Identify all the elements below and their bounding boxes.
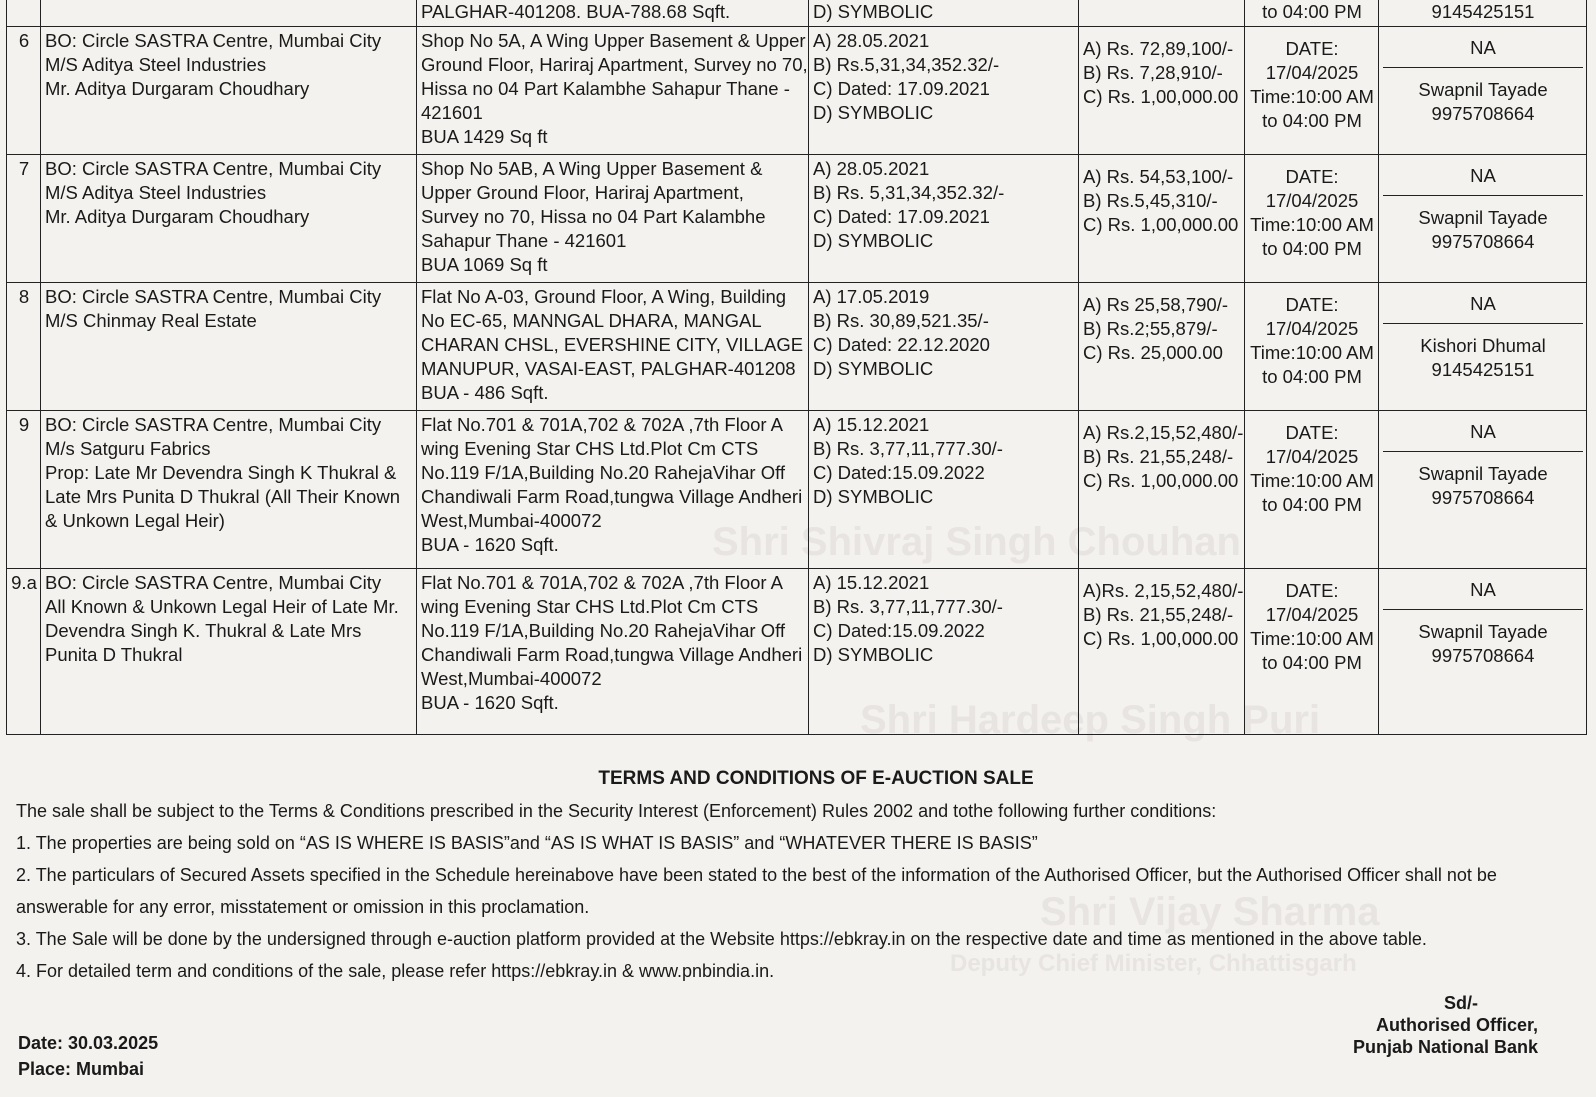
auction-line: DATE: (1285, 38, 1339, 59)
dues-line: A) 28.05.2021 (813, 30, 930, 51)
borrower-line: M/S Aditya Steel Industries (45, 54, 267, 75)
auction-line: 17/04/2025 (1265, 446, 1359, 467)
dues-line: D) SYMBOLIC (813, 230, 934, 251)
price-line: A) Rs. 72,89,100/- (1083, 38, 1234, 59)
property-line: Chandiwali Farm Road,tungwa Village Andheri (421, 644, 803, 665)
contact-line: 9145425151 (1431, 359, 1535, 380)
serial-number: 8 (18, 286, 30, 307)
table-row (7, 411, 1587, 569)
price-line: C) Rs. 1,00,000.00 (1083, 86, 1239, 107)
price-line: B) Rs. 21,55,248/- (1083, 446, 1234, 467)
borrower-line: M/S Aditya Steel Industries (45, 182, 267, 203)
price-line: C) Rs. 25,000.00 (1083, 342, 1223, 363)
borrower-line: Punita D Thukral (45, 644, 183, 665)
auction-line: 17/04/2025 (1265, 190, 1359, 211)
property-line: BUA 1069 Sq ft (421, 254, 548, 275)
dues-line: A) 15.12.2021 (813, 414, 930, 435)
auction-line: DATE: (1285, 294, 1339, 315)
notice-place: Place: Mumbai (18, 1059, 145, 1079)
property-line: No.119 F/1A,Building No.20 RahejaVihar Off (421, 620, 786, 641)
borrower-line: Devendra Singh K. Thukral & Late Mrs (45, 620, 362, 641)
property-line: 421601 (421, 102, 483, 123)
price-line: B) Rs.5,45,310/- (1083, 190, 1218, 211)
auction-line: Time:10:00 AM (1250, 86, 1374, 107)
property-line: wing Evening Star CHS Ltd.Plot Cm CTS (421, 596, 759, 617)
serial-number: 9 (18, 414, 30, 435)
property-line: No.119 F/1A,Building No.20 RahejaVihar Off (421, 462, 786, 483)
borrower-line: Late Mrs Punita D Thukral (All Their Known (45, 486, 401, 507)
encumbrance-value: NA (1383, 285, 1583, 324)
borrower-line: M/S Chinmay Real Estate (45, 310, 257, 331)
price-line: A) Rs.2,15,52,480/- (1083, 422, 1244, 443)
contact-person (1383, 452, 1583, 510)
contact-line: 9975708664 (1431, 103, 1535, 124)
dues-line: A) 15.12.2021 (813, 572, 930, 593)
property-line: No EC-65, MANNGAL DHARA, MANGAL (421, 310, 762, 331)
property-line: BUA - 486 Sqft. (421, 382, 549, 403)
borrower-line: Mr. Aditya Durgaram Choudhary (45, 206, 310, 227)
signature-bank: Punjab National Bank (1352, 1037, 1538, 1057)
dues-line: C) Dated: 17.09.2021 (813, 78, 990, 99)
auction-line: 17/04/2025 (1265, 62, 1359, 83)
property-line: Ground Floor, Hariraj Apartment, Survey no 70, (421, 54, 808, 75)
auction-line: to 04:00 PM (1262, 366, 1362, 387)
auction-line: Time:10:00 AM (1250, 628, 1374, 649)
borrower-line: BO: Circle SASTRA Centre, Mumbai City (45, 30, 382, 51)
borrower-line: All Known & Unkown Legal Heir of Late Mr. (45, 596, 399, 617)
terms-item: 3. The Sale will be done by the undersigned through e-auction platform provided at the Website https://ebkray.in on the respective date and time as mentioned in the above table. (16, 929, 1427, 949)
signature-sd: Sd/- (1444, 993, 1478, 1013)
dues-line: C) Dated:15.09.2022 (813, 462, 985, 483)
auction-line: Time:10:00 AM (1250, 214, 1374, 235)
table-row (7, 155, 1587, 283)
encumbrance-value: NA (1383, 29, 1583, 68)
dues-line: A) 17.05.2019 (813, 286, 930, 307)
dues-line: D) SYMBOLIC (813, 486, 934, 507)
bleed-through-text: Shri Shivraj Singh Chouhan (712, 520, 1241, 564)
borrower-line: & Unkown Legal Heir) (45, 510, 225, 531)
table-row (7, 569, 1587, 735)
bleed-through-text: Deputy Chief Minister, Chhattisgarh (950, 950, 1357, 977)
property-line: Upper Ground Floor, Hariraj Apartment, (421, 182, 744, 203)
terms-item: 4. For detailed term and conditions of the sale, please refer https://ebkray.in & www.pnbindia.in. (16, 961, 775, 981)
price-line: A)Rs. 2,15,52,480/- (1083, 580, 1244, 601)
contact-line: Swapnil Tayade (1418, 463, 1548, 484)
dues-line: A) 28.05.2021 (813, 158, 930, 179)
property-line: West,Mumbai-400072 (421, 510, 602, 531)
table-row (7, 283, 1587, 411)
dues-line: B) Rs. 3,77,11,777.30/- (813, 438, 1003, 459)
dues-line: C) Dated: 22.12.2020 (813, 334, 990, 355)
auction-time: to 04:00 PM (1262, 1, 1362, 22)
borrower-line: Mr. Aditya Durgaram Choudhary (45, 78, 310, 99)
auction-line: 17/04/2025 (1265, 604, 1359, 625)
property-line: Shop No 5A, A Wing Upper Basement & Upper (421, 30, 806, 51)
property-line: BUA - 1620 Sqft. (421, 534, 559, 555)
contact-line: Swapnil Tayade (1418, 79, 1548, 100)
dues-line: D) SYMBOLIC (813, 358, 934, 379)
borrower-line: BO: Circle SASTRA Centre, Mumbai City (45, 572, 382, 593)
bleed-through-text: Shri Hardeep Singh Puri (860, 698, 1321, 742)
property-line: Sahapur Thane - 421601 (421, 230, 627, 251)
contact-person (1383, 324, 1583, 382)
encumbrance-value: NA (1383, 413, 1583, 452)
contact-line: 9975708664 (1431, 645, 1535, 666)
price-line: B) Rs. 21,55,248/- (1083, 604, 1234, 625)
borrower-line: Prop: Late Mr Devendra Singh K Thukral & (45, 462, 397, 483)
dues-line: D) SYMBOLIC (813, 644, 934, 665)
contact-line: 9975708664 (1431, 487, 1535, 508)
encumbrance-value: NA (1383, 571, 1583, 610)
property-line: Flat No.701 & 701A,702 & 702A ,7th Floor A (421, 572, 784, 593)
terms-intro: The sale shall be subject to the Terms & Conditions prescribed in the Security Interest (Enforcement) Rules 2002 and tothe following further conditions: (16, 801, 1217, 821)
auction-line: to 04:00 PM (1262, 652, 1362, 673)
serial-number: 7 (18, 158, 30, 179)
auction-line: DATE: (1285, 166, 1339, 187)
price-line: C) Rs. 1,00,000.00 (1083, 214, 1239, 235)
table-row-fragment (7, 0, 1587, 27)
auction-line: Time:10:00 AM (1250, 342, 1374, 363)
auction-line: to 04:00 PM (1262, 238, 1362, 259)
property-line: Hissa no 04 Part Kalambhe Sahapur Thane - (421, 78, 790, 99)
property-line: West,Mumbai-400072 (421, 668, 602, 689)
contact-person (1383, 196, 1583, 254)
contact-line: Swapnil Tayade (1418, 621, 1548, 642)
dues-line: B) Rs. 30,89,521.35/- (813, 310, 989, 331)
property-line: Flat No A-03, Ground Floor, A Wing, Building (421, 286, 787, 307)
price-line: C) Rs. 1,00,000.00 (1083, 470, 1239, 491)
serial-number: 6 (18, 30, 30, 51)
encumbrance-value: NA (1383, 157, 1583, 196)
dues-line: B) Rs. 3,77,11,777.30/- (813, 596, 1003, 617)
auction-line: to 04:00 PM (1262, 494, 1362, 515)
property-line: Survey no 70, Hissa no 04 Part Kalambhe (421, 206, 766, 227)
property-line: wing Evening Star CHS Ltd.Plot Cm CTS (421, 438, 759, 459)
contact-person (1383, 68, 1583, 126)
contact-line: 9975708664 (1431, 231, 1535, 252)
signature-block (1353, 992, 1538, 1058)
property-line: Chandiwali Farm Road,tungwa Village Andheri (421, 486, 803, 507)
serial-number: 9.a (11, 572, 37, 593)
contact-line: Swapnil Tayade (1418, 207, 1548, 228)
contact-phone: 9145425151 (1431, 1, 1535, 22)
dues-line: D) SYMBOLIC (813, 102, 934, 123)
property-line: BUA - 1620 Sqft. (421, 692, 559, 713)
bleed-through-text: Shri Vijay Sharma (1040, 890, 1380, 934)
notice-date: Date: 30.03.2025 (18, 1033, 159, 1053)
dues-line: B) Rs. 5,31,34,352.32/- (813, 182, 1005, 203)
property-line: Shop No 5AB, A Wing Upper Basement & (421, 158, 763, 179)
auction-line: to 04:00 PM (1262, 110, 1362, 131)
signature-designation: Authorised Officer, (1375, 1015, 1538, 1035)
borrower-line: BO: Circle SASTRA Centre, Mumbai City (45, 286, 382, 307)
dues-line: C) Dated:15.09.2022 (813, 620, 985, 641)
property-line: BUA 1429 Sq ft (421, 126, 548, 147)
property-line: Flat No.701 & 701A,702 & 702A ,7th Floor A (421, 414, 784, 435)
price-line: A) Rs. 54,53,100/- (1083, 166, 1234, 187)
price-line: C) Rs. 1,00,000.00 (1083, 628, 1239, 649)
price-line: B) Rs.2;55,879/- (1083, 318, 1218, 339)
contact-person (1383, 610, 1583, 668)
terms-item: 2. The particulars of Secured Assets specified in the Schedule hereinabove have been stated to the best of the information of the Authorised Officer, but the Authorised Officer shall not be answerable for any error, misstatement or omission in this proclamation. (16, 865, 1497, 917)
auction-line: Time:10:00 AM (1250, 470, 1374, 491)
auction-line: 17/04/2025 (1265, 318, 1359, 339)
terms-title: TERMS AND CONDITIONS OF E-AUCTION SALE (598, 768, 1034, 789)
terms-section (16, 763, 1576, 987)
property-line: MANUPUR, VASAI-EAST, PALGHAR-401208 (421, 358, 796, 379)
borrower-line: M/s Satguru Fabrics (45, 438, 211, 459)
date-place-block (18, 1030, 158, 1082)
property-line: CHARAN CHSL, EVERSHINE CITY, VILLAGE (421, 334, 804, 355)
terms-item: 1. The properties are being sold on “AS IS WHERE IS BASIS”and “AS IS WHAT IS BASIS” and “WHATEVER THERE IS BASIS” (16, 833, 1038, 853)
borrower-line: BO: Circle SASTRA Centre, Mumbai City (45, 414, 382, 435)
auction-schedule-table (6, 0, 1587, 735)
auction-line: DATE: (1285, 580, 1339, 601)
price-line: A) Rs 25,58,790/- (1083, 294, 1228, 315)
contact-line: Kishori Dhumal (1420, 335, 1546, 356)
table-row (7, 27, 1587, 155)
auction-line: DATE: (1285, 422, 1339, 443)
property-text: PALGHAR-401208. BUA-788.68 Sqft. (421, 1, 731, 22)
price-line: B) Rs. 7,28,910/- (1083, 62, 1223, 83)
dues-line: B) Rs.5,31,34,352.32/- (813, 54, 1000, 75)
borrower-line: BO: Circle SASTRA Centre, Mumbai City (45, 158, 382, 179)
dues-text: D) SYMBOLIC (813, 1, 934, 22)
dues-line: C) Dated: 17.09.2021 (813, 206, 990, 227)
